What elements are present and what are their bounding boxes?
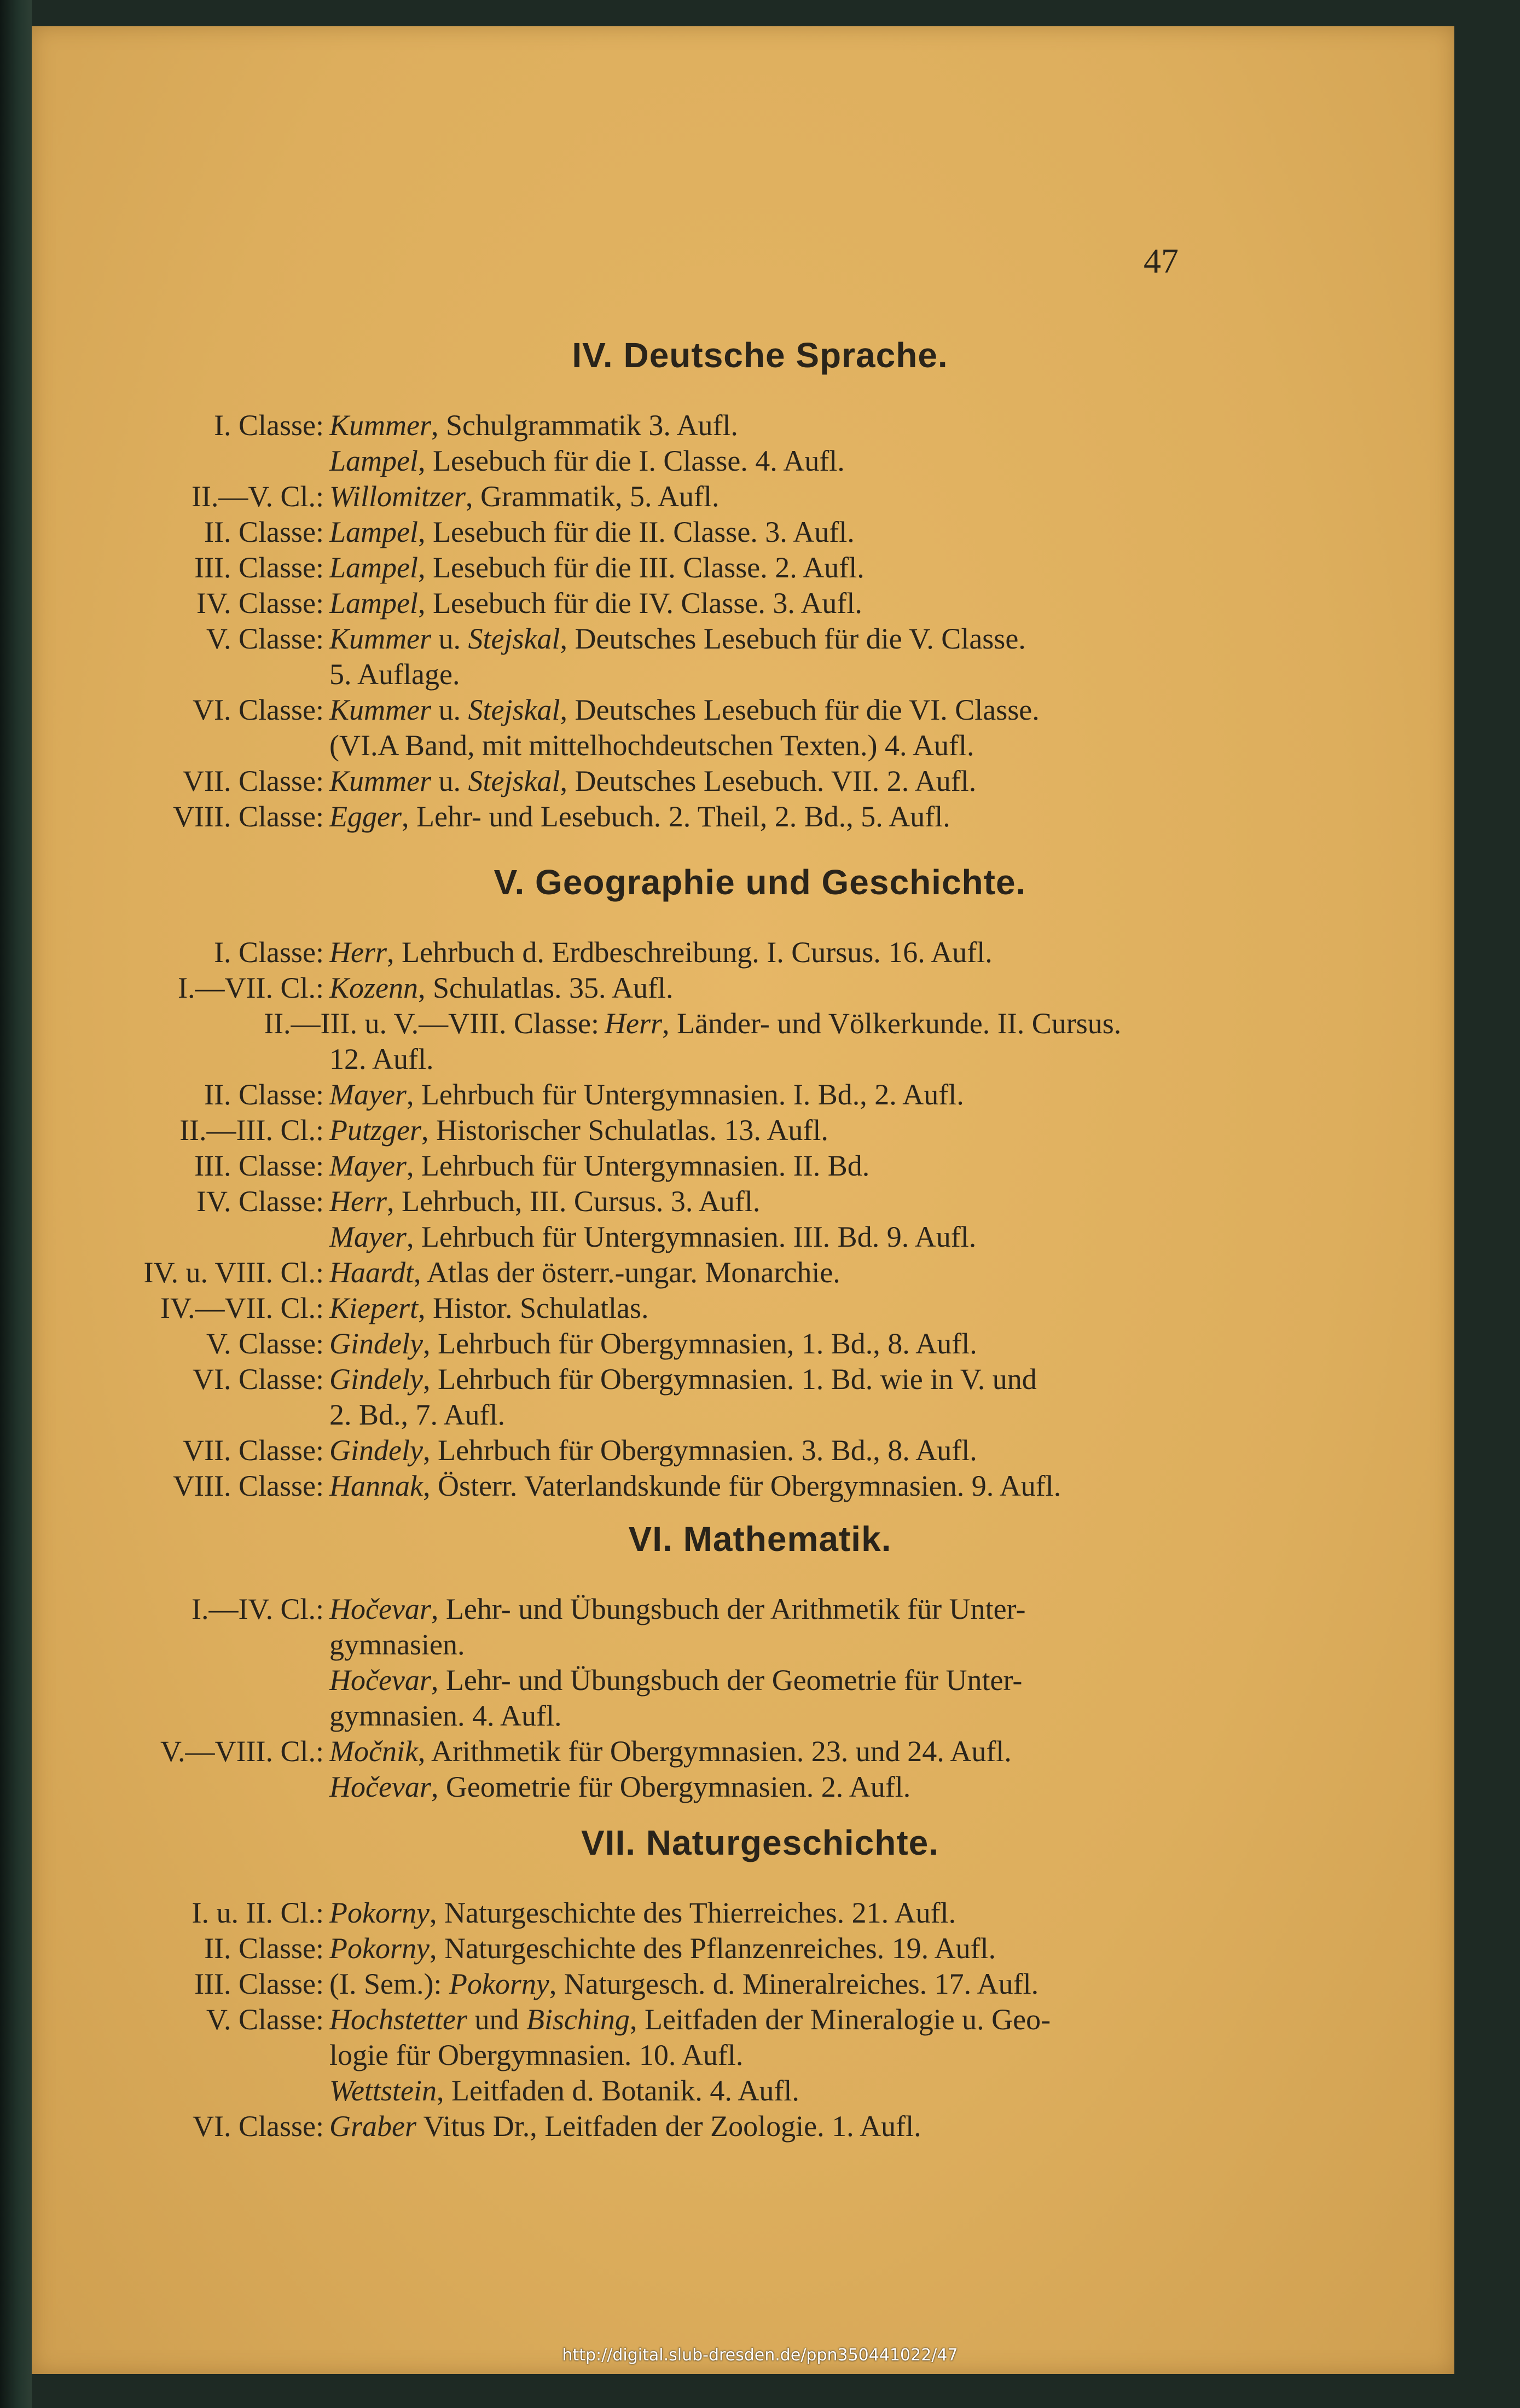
entry-line <box>0 2107 1520 2145</box>
author-name: Wettstein <box>329 2074 437 2107</box>
class-label: II. Classe: <box>204 1078 324 1111</box>
entry-text <box>329 1467 1061 1505</box>
entry-text <box>329 1360 1037 1398</box>
entry-line <box>0 620 1520 658</box>
author-name: Hočevar <box>329 1770 431 1803</box>
entry-text <box>329 2107 921 2145</box>
class-label: I.—VII. Cl.: <box>178 971 324 1004</box>
entry-text <box>329 1218 976 1256</box>
class-label: V. Classe: <box>206 2003 324 2036</box>
entry-line <box>0 1360 1520 1398</box>
book-title: , Lehrbuch für Obergymnasien. 3. Bd., 8. Aufl. <box>422 1434 977 1467</box>
book-title: , Lesebuch für die II. Classe. 3. Aufl. <box>418 516 855 548</box>
entry-text <box>329 442 845 480</box>
book-title: , Naturgesch. d. Mineralreiches. 17. Aufl. <box>549 1967 1039 2000</box>
entry-text <box>329 762 976 800</box>
entry-line <box>0 1324 1520 1363</box>
entry-text <box>329 406 738 444</box>
entry-continuation: gymnasien. 4. Aufl. <box>329 1699 562 1732</box>
section-heading: V. Geographie und Geschichte. <box>494 863 1026 902</box>
book-title: , Schulgrammatik 3. Aufl. <box>431 409 738 442</box>
author-name: Pokorny <box>329 1932 430 1965</box>
entry-line <box>0 1590 1520 1628</box>
entry-line <box>0 1218 1520 1256</box>
entry-line <box>0 2000 1520 2039</box>
class-label: II. Classe: <box>204 1932 324 1965</box>
entry-line <box>0 1111 1520 1149</box>
book-title: , Atlas der österr.-ungar. Monarchie. <box>414 1256 840 1289</box>
author-name: Mayer <box>329 1220 407 1253</box>
entry-text <box>329 1182 760 1220</box>
author-name: Willomitzer <box>329 480 466 513</box>
entry-line <box>0 548 1520 587</box>
author-name: Kiepert <box>329 1292 418 1324</box>
author-name: Hannak <box>329 1469 423 1502</box>
author-name: Kummer <box>329 765 431 797</box>
book-title: , Grammatik, 5. Aufl. <box>466 480 720 513</box>
entry-line <box>0 691 1520 729</box>
author-name: Hočevar <box>329 1664 431 1697</box>
entry-continuation: 5. Auflage. <box>329 658 460 691</box>
class-label: I. u. II. Cl.: <box>192 1896 324 1929</box>
entry-line <box>0 584 1520 622</box>
book-title: , Geometrie für Obergymnasien. 2. Aufl. <box>431 1770 911 1803</box>
book-title: , Histor. Schulatlas. <box>417 1292 649 1324</box>
book-title: , Lehrbuch für Untergymnasien. II. Bd. <box>406 1149 870 1182</box>
book-title: , Lehr- und Lesebuch. 2. Theil, 2. Bd., 5. Aufl. <box>401 800 950 833</box>
entry-text <box>329 933 993 971</box>
entry-line <box>0 1075 1520 1114</box>
entry-conjunction: u. <box>431 622 468 655</box>
entry-line <box>0 1894 1520 1932</box>
book-title: , Lesebuch für die IV. Classe. 3. Aufl. <box>418 587 862 620</box>
section-heading: VII. Naturgeschichte. <box>581 1823 939 1862</box>
author-name: Pokorny <box>329 1896 430 1929</box>
author-name: Stejskal <box>468 622 560 655</box>
author-name: Lampel <box>329 551 418 584</box>
class-label: VII. Classe: <box>183 765 324 797</box>
entry-text <box>605 1004 1121 1043</box>
author-name: Pokorny <box>449 1967 549 2000</box>
entry-text <box>329 1732 1012 1770</box>
author-name: Lampel <box>329 444 418 477</box>
entry-continuation: 12. Aufl. <box>329 1043 434 1075</box>
book-title: , Lehrbuch für Untergymnasien. III. Bd. 9. Aufl. <box>406 1220 977 1253</box>
author-name: Haardt <box>329 1256 414 1289</box>
class-label: IV. Classe: <box>196 1185 324 1218</box>
entry-line <box>0 406 1520 444</box>
author-name: Kummer <box>329 622 431 655</box>
book-title: , Leitfaden der Mineralogie u. Geo- <box>629 2003 1051 2036</box>
entry-text <box>329 2000 1051 2039</box>
entry-text <box>329 513 855 551</box>
author-name: Bisching <box>526 2003 630 2036</box>
entry-line <box>0 1732 1520 1770</box>
book-title: , Leitfaden d. Botanik. 4. Aufl. <box>437 2074 799 2107</box>
class-label: IV.—VII. Cl.: <box>160 1292 324 1324</box>
author-name: Gindely <box>329 1327 423 1360</box>
class-label: V. Classe: <box>206 1327 324 1360</box>
entry-line <box>0 1182 1520 1220</box>
entry-text <box>329 2071 799 2110</box>
entry-line <box>0 1661 1520 1699</box>
entry-line <box>0 442 1520 480</box>
entry-continuation: 2. Bd., 7. Aufl. <box>329 1398 506 1431</box>
author-name: Putzger <box>329 1114 421 1147</box>
class-label: II.—V. Cl.: <box>191 480 324 513</box>
book-title: , Schulatlas. 35. Aufl. <box>418 971 674 1004</box>
entry-text <box>329 969 673 1007</box>
book-title: Vitus Dr., Leitfaden der Zoologie. 1. Aufl. <box>416 2110 921 2143</box>
entry-text <box>329 1894 956 1932</box>
entry-line <box>0 969 1520 1007</box>
book-title: , Naturgeschichte des Pflanzenreiches. 19. Aufl. <box>429 1932 996 1965</box>
entry-continuation: logie für Obergymnasien. 10. Aufl. <box>329 2039 744 2071</box>
class-label: IV. Classe: <box>196 587 324 620</box>
source-url[interactable]: http://digital.slub-dresden.de/ppn350441022/47 <box>562 2346 958 2365</box>
entry-text <box>329 1590 1026 1628</box>
book-title: , Lehrbuch für Obergymnasien, 1. Bd., 8. Aufl. <box>422 1327 977 1360</box>
class-label: I.—IV. Cl.: <box>191 1593 324 1625</box>
entry-conjunction: und <box>467 2003 526 2036</box>
book-title: , Lehr- und Übungsbuch der Arithmetik für Unter- <box>431 1593 1026 1625</box>
book-title: , Lehr- und Übungsbuch der Geometrie für Unter- <box>431 1664 1023 1697</box>
class-label: III. Classe: <box>194 1967 324 2000</box>
class-label: VI. Classe: <box>193 1363 324 1396</box>
class-label: III. Classe: <box>194 551 324 584</box>
author-name: Kummer <box>329 409 431 442</box>
author-name: Gindely <box>329 1363 423 1396</box>
class-label: I. Classe: <box>214 936 324 969</box>
entry-prefix: (I. Sem.): <box>329 1967 449 2000</box>
author-name: Lampel <box>329 516 418 548</box>
class-label: VII. Classe: <box>183 1434 324 1467</box>
author-name: Kummer <box>329 693 431 726</box>
entry-line <box>0 1929 1520 1967</box>
book-title: , Lehrbuch für Untergymnasien. I. Bd., 2. Aufl. <box>406 1078 964 1111</box>
class-label: VIII. Classe: <box>173 800 324 833</box>
section-heading: VI. Mathematik. <box>628 1519 892 1559</box>
author-name: Stejskal <box>468 693 560 726</box>
author-name: Lampel <box>329 587 418 620</box>
entry-text <box>329 691 1040 729</box>
entry-text <box>329 1965 1039 2003</box>
book-title: , Österr. Vaterlandskunde für Obergymnasien. 9. Aufl. <box>422 1469 1061 1502</box>
book-title: , Lesebuch für die III. Classe. 2. Aufl. <box>418 551 865 584</box>
class-label: III. Classe: <box>194 1149 324 1182</box>
author-name: Graber <box>329 2110 416 2143</box>
entry-line <box>0 1768 1520 1806</box>
author-name: Kozenn <box>329 971 418 1004</box>
author-name: Herr <box>329 1185 387 1218</box>
entry-continuation: (VI.A Band, mit mittelhochdeutschen Texten.) 4. Aufl. <box>329 729 974 762</box>
entry-text <box>329 548 865 587</box>
class-label: VI. Classe: <box>193 2110 324 2143</box>
entry-text <box>329 620 1026 658</box>
entry-text <box>329 1324 977 1363</box>
class-label: V.—VIII. Cl.: <box>160 1735 324 1768</box>
entry-line <box>0 1965 1520 2003</box>
book-title: , Lehrbuch, III. Cursus. 3. Aufl. <box>387 1185 761 1218</box>
entry-line <box>0 1004 1520 1043</box>
entry-text <box>329 1431 977 1469</box>
class-label: VIII. Classe: <box>173 1469 324 1502</box>
author-name: Gindely <box>329 1434 423 1467</box>
author-name: Hočevar <box>329 1593 431 1625</box>
entry-text <box>329 1075 964 1114</box>
entry-line <box>0 933 1520 971</box>
entry-text <box>329 584 862 622</box>
class-label: I. Classe: <box>214 409 324 442</box>
author-name: Herr <box>605 1007 662 1040</box>
book-title: , Deutsches Lesebuch für die VI. Classe. <box>560 693 1040 726</box>
book-title: , Arithmetik für Obergymnasien. 23. und 24. Aufl. <box>417 1735 1012 1768</box>
book-title: , Deutsches Lesebuch für die V. Classe. <box>560 622 1026 655</box>
class-label: V. Classe: <box>206 622 324 655</box>
author-name: Mayer <box>329 1078 407 1111</box>
author-name: Egger <box>329 800 402 833</box>
entry-text <box>329 1111 828 1149</box>
book-title: , Deutsches Lesebuch. VII. 2. Aufl. <box>560 765 977 797</box>
entry-line <box>0 477 1520 516</box>
book-title: , Lesebuch für die I. Classe. 4. Aufl. <box>418 444 845 477</box>
entry-continuation: gymnasien. <box>329 1628 465 1661</box>
class-label: II.—III. Cl.: <box>179 1114 324 1147</box>
entry-line <box>0 2071 1520 2110</box>
entry-line <box>0 1467 1520 1505</box>
entry-line <box>0 1431 1520 1469</box>
author-name: Hochstetter <box>329 2003 467 2036</box>
author-name: Močnik <box>329 1735 418 1768</box>
class-label: II.—III. u. V.—VIII. Classe: <box>264 1007 599 1040</box>
entry-text <box>329 1147 869 1185</box>
book-title: , Historischer Schulatlas. 13. Aufl. <box>421 1114 828 1147</box>
entry-line <box>0 797 1520 836</box>
entry-line <box>0 1253 1520 1292</box>
entry-text <box>329 1661 1022 1699</box>
author-name: Mayer <box>329 1149 407 1182</box>
section-heading: IV. Deutsche Sprache. <box>572 335 948 375</box>
class-label: VI. Classe: <box>193 693 324 726</box>
class-label: II. Classe: <box>204 516 324 548</box>
entry-line <box>0 513 1520 551</box>
entry-line <box>0 762 1520 800</box>
entry-text <box>329 1289 648 1327</box>
book-title: , Lehrbuch für Obergymnasien. 1. Bd. wie in V. und <box>422 1363 1037 1396</box>
entry-text <box>329 477 719 516</box>
entry-conjunction: u. <box>431 693 468 726</box>
author-name: Stejskal <box>468 765 560 797</box>
class-label: IV. u. VIII. Cl.: <box>143 1256 324 1289</box>
page-number: 47 <box>1144 241 1179 280</box>
book-title: , Länder- und Völkerkunde. II. Cursus. <box>662 1007 1122 1040</box>
entry-text <box>329 1253 840 1292</box>
entry-text <box>329 1768 910 1806</box>
book-title: , Naturgeschichte des Thierreiches. 21. Aufl. <box>429 1896 956 1929</box>
entry-line <box>0 1147 1520 1185</box>
entry-text <box>329 1929 996 1967</box>
book-title: , Lehrbuch d. Erdbeschreibung. I. Cursus. 16. Aufl. <box>387 936 993 969</box>
entry-line <box>0 1289 1520 1327</box>
author-name: Herr <box>329 936 387 969</box>
entry-conjunction: u. <box>431 765 468 797</box>
entry-text <box>329 797 950 836</box>
